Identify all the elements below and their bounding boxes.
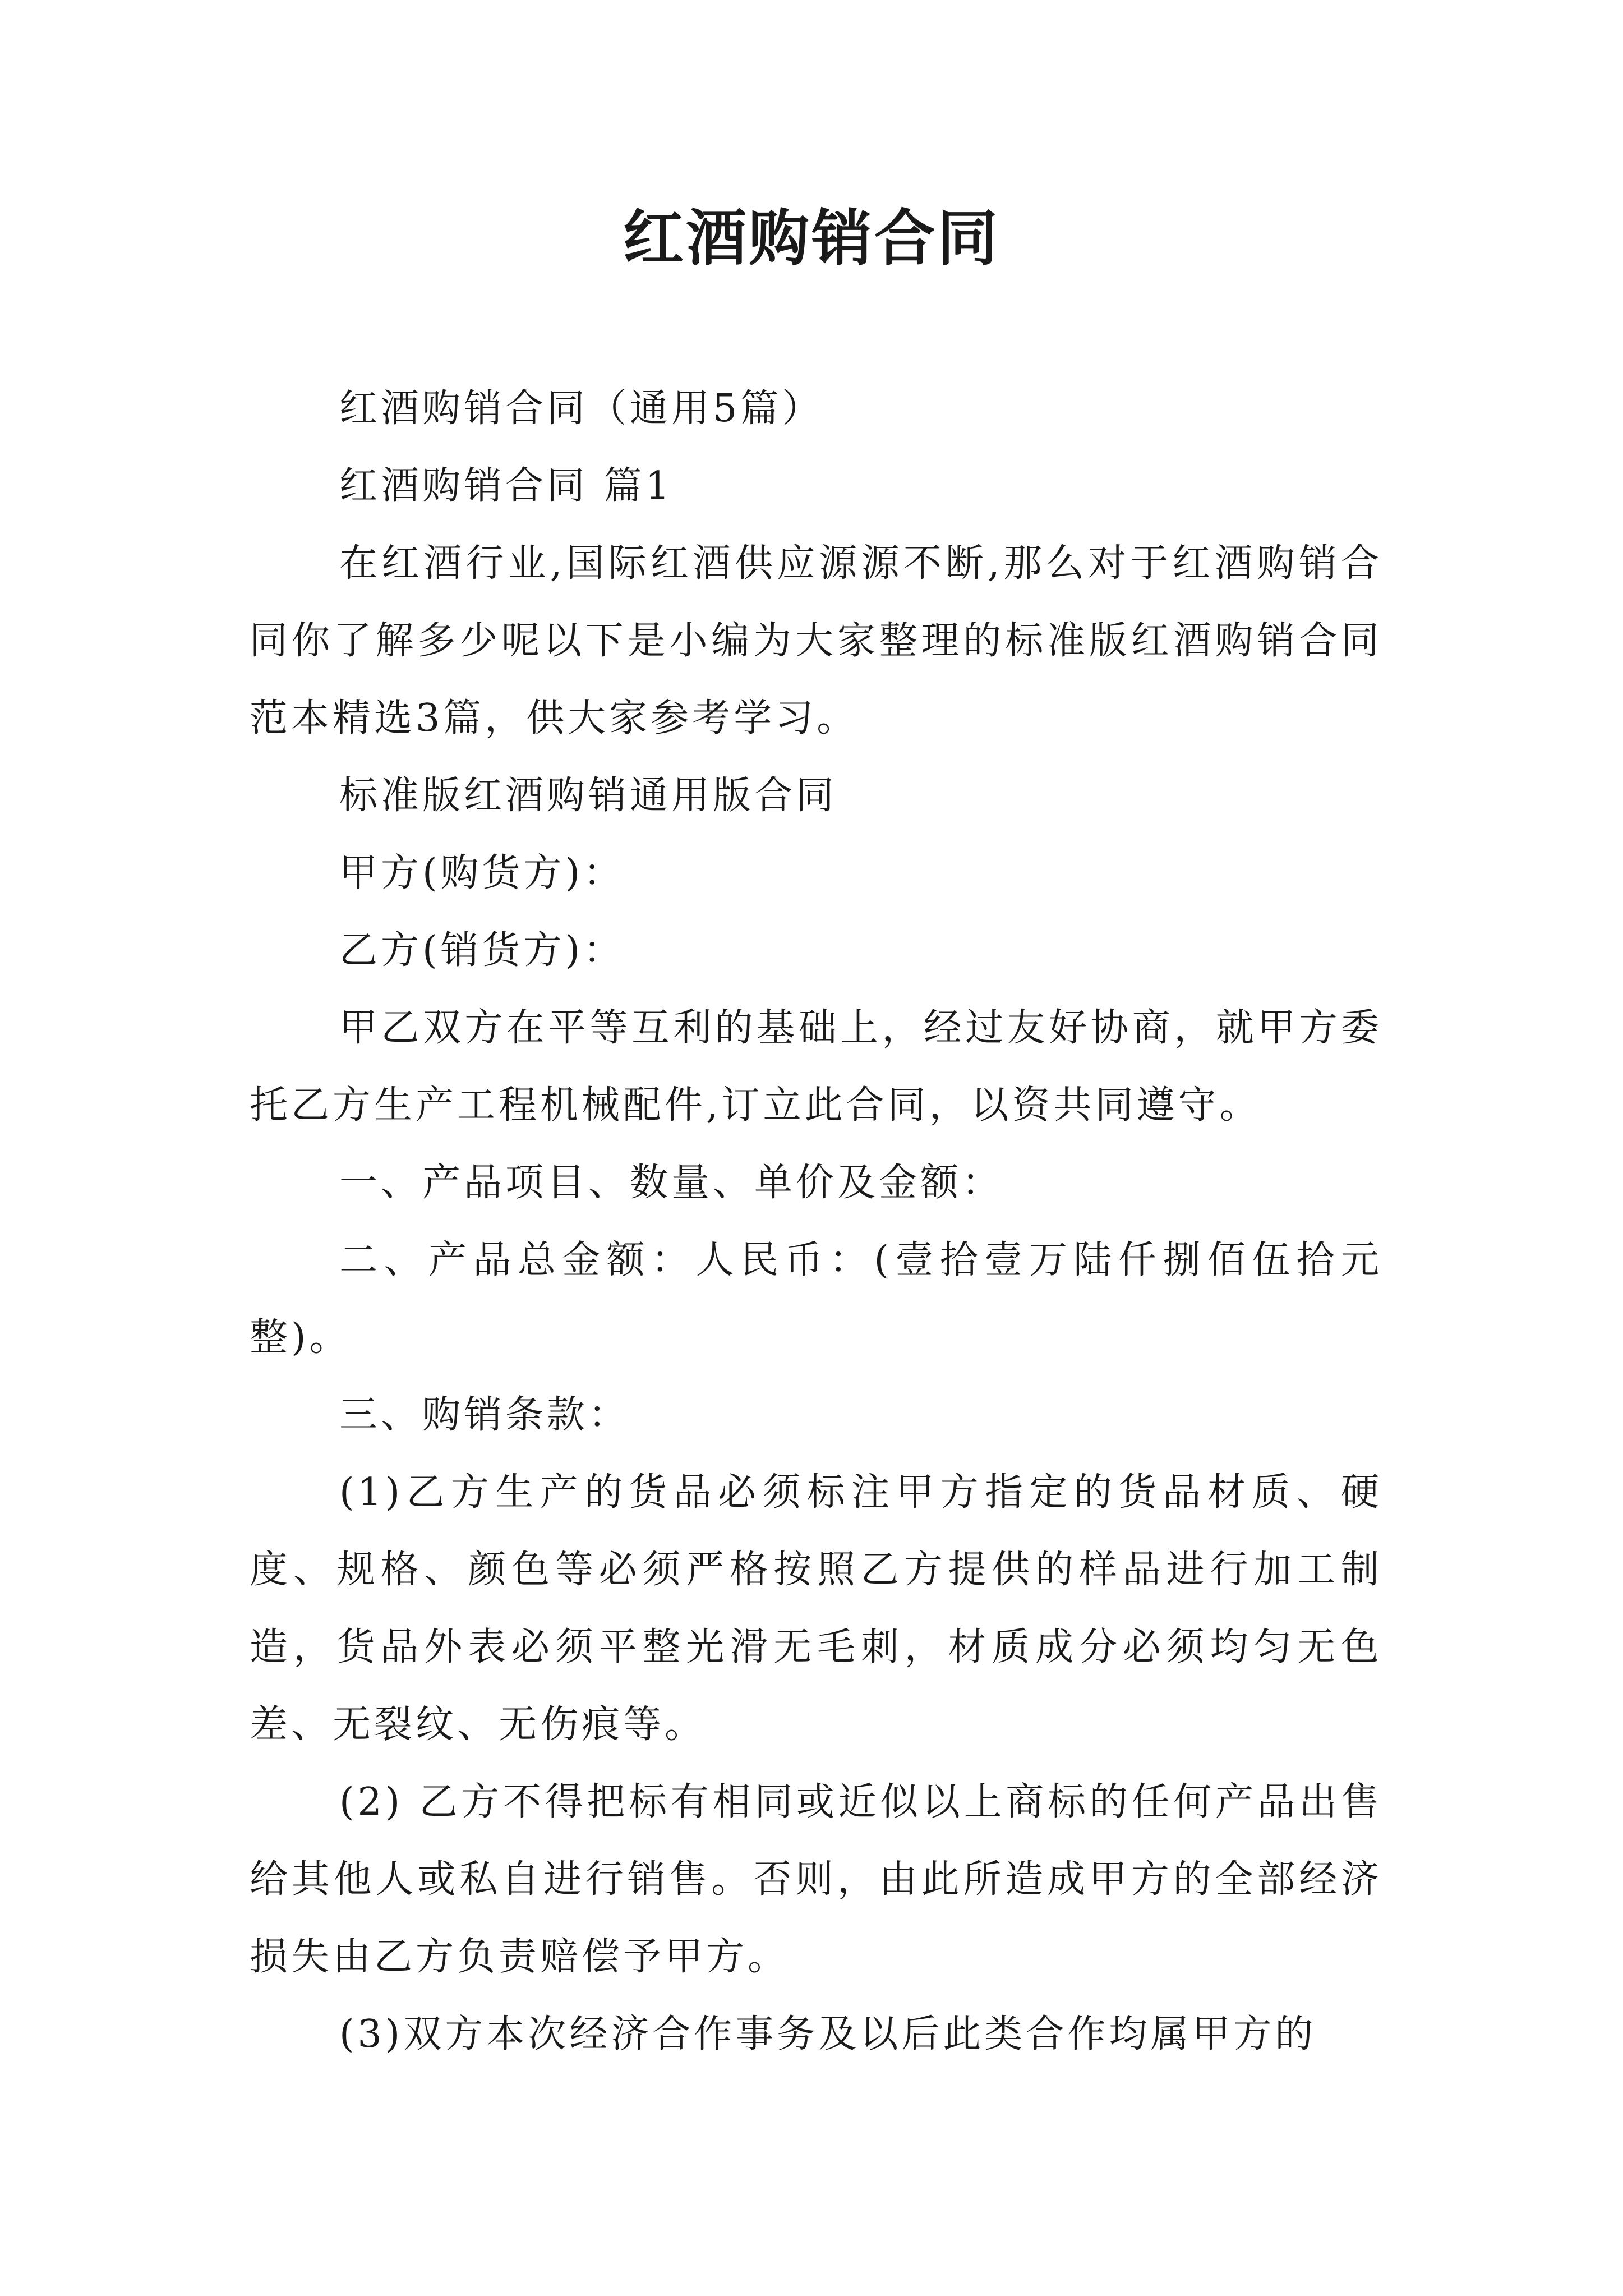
paragraph: (2) 乙方不得把标有相同或近似以上商标的任何产品出售给其他人或私自进行销售。否则，由此所造成甲方的全部经济损失由乙方负责赔偿予甲方。: [250, 1780, 1382, 1979]
document-body: [250, 370, 1382, 2073]
paragraph: 红酒购销合同 篇1: [339, 464, 673, 508]
document-title: 红酒购销合同: [623, 203, 1000, 274]
paragraph: 三、购销条款：: [339, 1393, 630, 1437]
paragraph: 甲方(购货方)：: [339, 851, 625, 895]
paragraph: 甲乙双方在平等互利的基础上，经过友好协商，就甲方委托乙方生产工程机械配件,订立此合同，以资共同遵守。: [250, 1006, 1382, 1128]
paragraph: (3)双方本次经济合作事务及以后此类合作均属甲方的: [339, 2012, 1317, 2056]
paragraph: 在红酒行业,国际红酒供应源源不断,那么对于红酒购销合同你了解多少呢以下是小编为大家整理的标准版红酒购销合同范本精选3篇，供大家参考学习。: [250, 541, 1382, 740]
paragraph: (1)乙方生产的货品必须标注甲方指定的货品材质、硬度、规格、颜色等必须严格按照乙方提供的样品进行加工制造，货品外表必须平整光滑无毛刺，材质成分必须均匀无色差、无裂纹、无伤痕等。: [250, 1470, 1382, 1747]
paragraph: 标准版红酒购销通用版合同: [339, 774, 838, 818]
paragraph: 乙方(销货方)：: [339, 928, 625, 973]
paragraph: 二、产品总金额：人民币：(壹拾壹万陆仟捌佰伍拾元整)。: [250, 1238, 1382, 1360]
paragraph: 一、产品项目、数量、单价及金额：: [339, 1161, 1004, 1205]
paragraph: 红酒购销合同（通用5篇）: [339, 386, 824, 431]
